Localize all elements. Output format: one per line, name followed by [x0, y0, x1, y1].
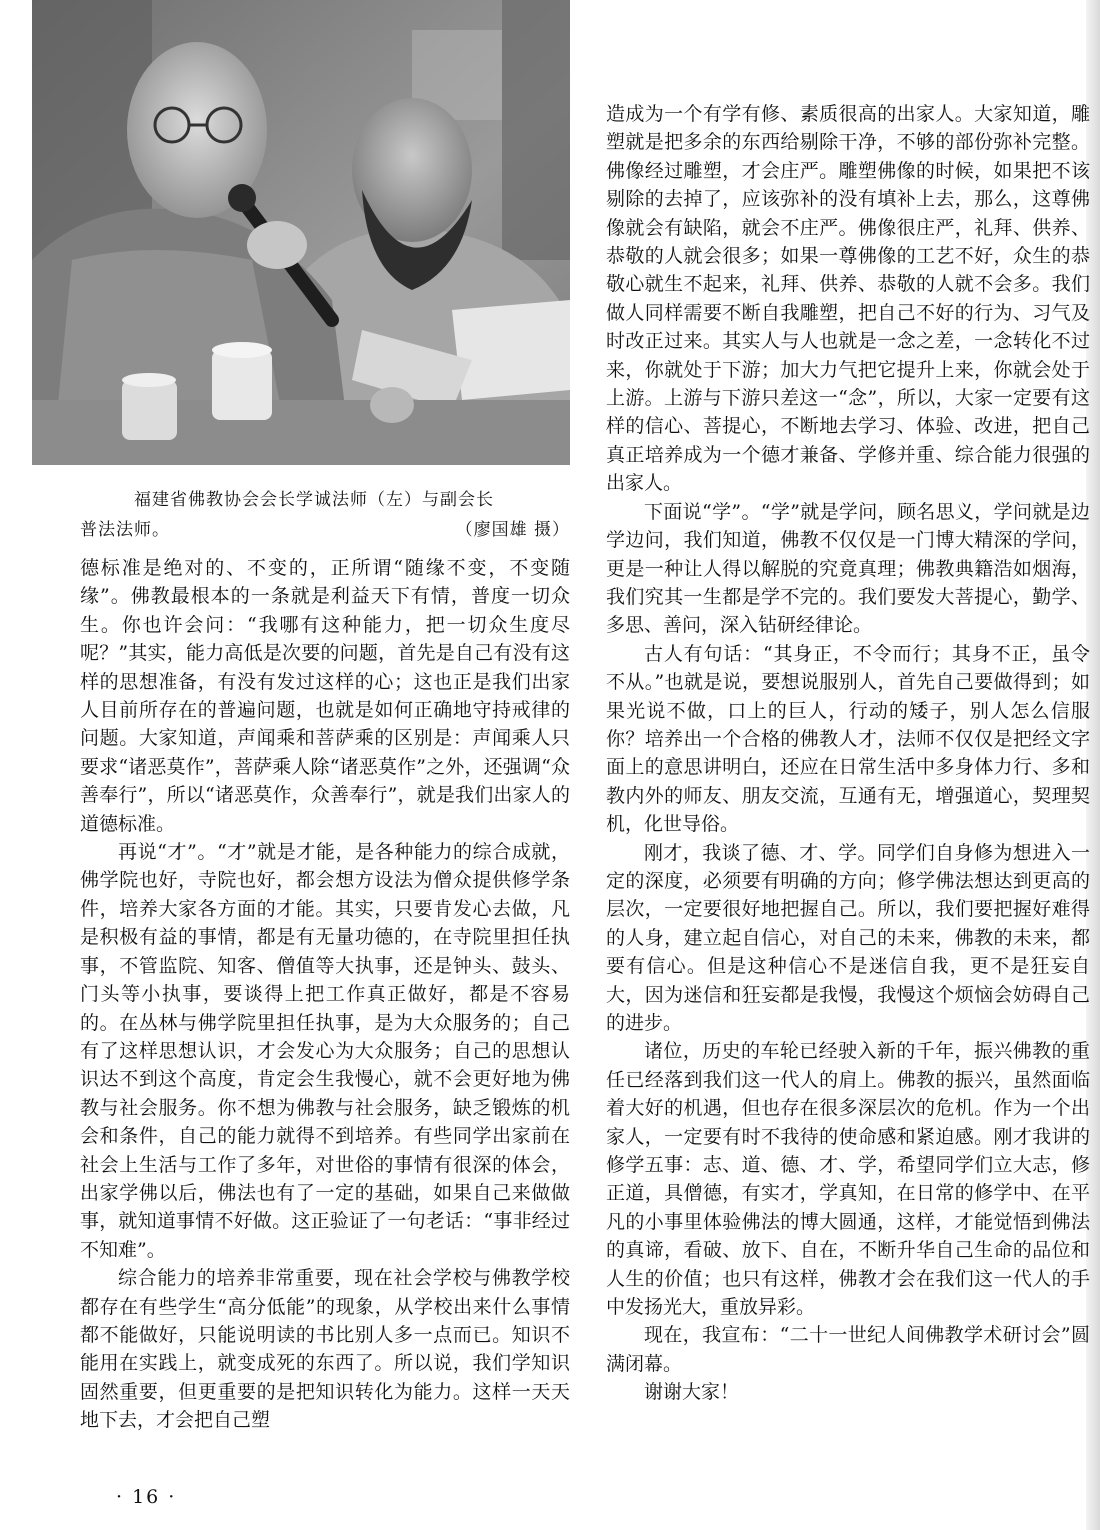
- photo-credit: （廖国雄 摄）: [455, 520, 570, 540]
- photo-illustration: [32, 0, 570, 465]
- paragraph: 古人有句话：“其身正，不令而行；其身不正，虽令不从。”也就是说，要想说服别人，首先自己要做得到；如果光说不做，口上的巨人，行动的矮子，别人怎么信服你？培养出一个合格的佛教人才，法师不仅仅是把经文字面上的意思讲明白，还应在日常生活中多身体力行、多和教内外的师友、朋友交流，互通有无，增强道心，契理契机，化世导俗。: [606, 642, 1090, 836]
- paragraph: 刚才，我谈了德、才、学。同学们自身修为想进入一定的深度，必须要有明确的方向；修学佛法想达到更高的层次，一定要很好地把握自己。所以，我们要把握好难得的人身，建立起自信心，对自己的未来，佛教的未来，都要有信心。但是这种信心不是迷信自我，更不是狂妄自大，因为迷信和狂妄都是我慢，我慢这个烦恼会妨碍自己的进步。: [606, 841, 1090, 1034]
- paragraph: 德标准是绝对的、不变的，正所谓“随缘不变，不变随缘”。佛教最根本的一条就是利益天下有情，普度一切众生。你也许会问：“我哪有这种能力，把一切众生度尽呢？”其实，能力高低是次要的问题，首先是自己有没有这样的思想准备，有没有发过这样的心；这也正是我们出家人目前所存在的普遍问题，也就是如何正确地守持戒律的问题。大家知道，声闻乘和菩萨乘的区别是：声闻乘人只要求“诸恶莫作”，菩萨乘人除“诸恶莫作”之外，还强调“众善奉行”，所以“诸恶莫作，众善奉行”，就是我们出家人的道德标准。: [80, 557, 570, 835]
- page-number: · 16 ·: [116, 1486, 177, 1508]
- left-column: [80, 554, 570, 1435]
- caption-line-2: [80, 515, 570, 545]
- paragraph: 现在，我宣布：“二十一世纪人间佛教学术研讨会”圆满闭幕。: [606, 1324, 1090, 1375]
- photo-caption: [80, 485, 570, 545]
- photo: [32, 0, 570, 465]
- paragraph: 谢谢大家！: [644, 1381, 740, 1404]
- paragraph: 再说“才”。“才”就是才能，是各种能力的综合成就，佛学院也好，寺院也好，都会想方设法为僧众提供修学条件，培养大家各方面的才能。其实，只要肯发心去做，凡是积极有益的事情，都是有无量功德的，在寺院里担任执事，不管监院、知客、僧值等大执事，还是钟头、鼓头、门头等小执事，要谈得上把工作真正做好，都是不容易的。在丛林与佛学院里担任执事，是为大众服务的；自己有了这样思想认识，才会发心为大众服务；自己的思想认识达不到这个高度，肯定会生我慢心，就不会更好地为佛教与社会服务。你不想为佛教与社会服务，缺乏锻炼的机会和条件，自己的能力就得不到培养。有些同学出家前在社会上生活与工作了多年，对世俗的事情有很深的体会，出家学佛以后，佛法也有了一定的基础，如果自己来做做事，就知道事情不好做。这正验证了一句老话：“事非经过不知难”。: [80, 841, 570, 1261]
- right-column: [606, 100, 1090, 1407]
- paragraph: 下面说“学”。“学”就是学问，顾名思义，学问就是边学边问，我们知道，佛教不仅仅是一门博大精深的学问，更是一种让人得以解脱的究竟真理；佛教典籍浩如烟海，我们究其一生都是学不完的。我们要发大菩提心，勤学、多思、善问，深入钻研经律论。: [606, 500, 1090, 637]
- paragraph: 综合能力的培养非常重要，现在社会学校与佛教学校都存在有些学生“高分低能”的现象，从学校出来什么事情都不能做好，只能说明读的书比别人多一点而已。知识不能用在实践上，就变成死的东西了。所以说，我们学知识固然重要，但更重要的是把知识转化为能力。这样一天天地下去，才会把自己塑: [80, 1267, 570, 1432]
- paragraph: 诸位，历史的车轮已经驶入新的千年，振兴佛教的重任已经落到我们这一代人的肩上。佛教的振兴，虽然面临着大好的机遇，但也存在很多深层次的危机。作为一个出家人，一定要有时不我待的使命感和紧迫感。刚才我讲的修学五事：志、道、德、才、学，希望同学们立大志，修正道，具僧德，有实才，学真知，在日常的修学中、在平凡的小事里体验佛法的博大圆通，这样，才能觉悟到佛法的真谛，看破、放下、自在，不断升华自己生命的品位和人生的价值；也只有这样，佛教才会在我们这一代人的手中发扬光大，重放异彩。: [606, 1040, 1090, 1319]
- paragraph: 造成为一个有学有修、素质很高的出家人。大家知道，雕塑就是把多余的东西给剔除干净，不够的部份弥补完整。佛像经过雕塑，才会庄严。雕塑佛像的时候，如果把不该剔除的去掉了，应该弥补的没有填补上去，那么，这尊佛像就会有缺陷，就会不庄严。佛像很庄严，礼拜、供养、恭敬的人就会很多；如果一尊佛像的工艺不好，众生的恭敬心就生不起来，礼拜、供养、恭敬的人就不会多。我们做人同样需要不断自我雕塑，把自己不好的行为、习气及时改正过来。其实人与人也就是一念之差，一念转化不过来，你就处于下游；加大力气把它提升上来，你就会处于上游。上游与下游只差这一“念”，所以，大家一定要有这样的信心、菩提心，不断地去学习、体验、改进，把自己真正培养成为一个德才兼备、学修并重、综合能力很强的出家人。: [606, 103, 1090, 495]
- caption-text: 普法法师。: [80, 520, 170, 540]
- caption-line-1: 福建省佛教协会会长学诚法师（左）与副会长: [134, 490, 494, 510]
